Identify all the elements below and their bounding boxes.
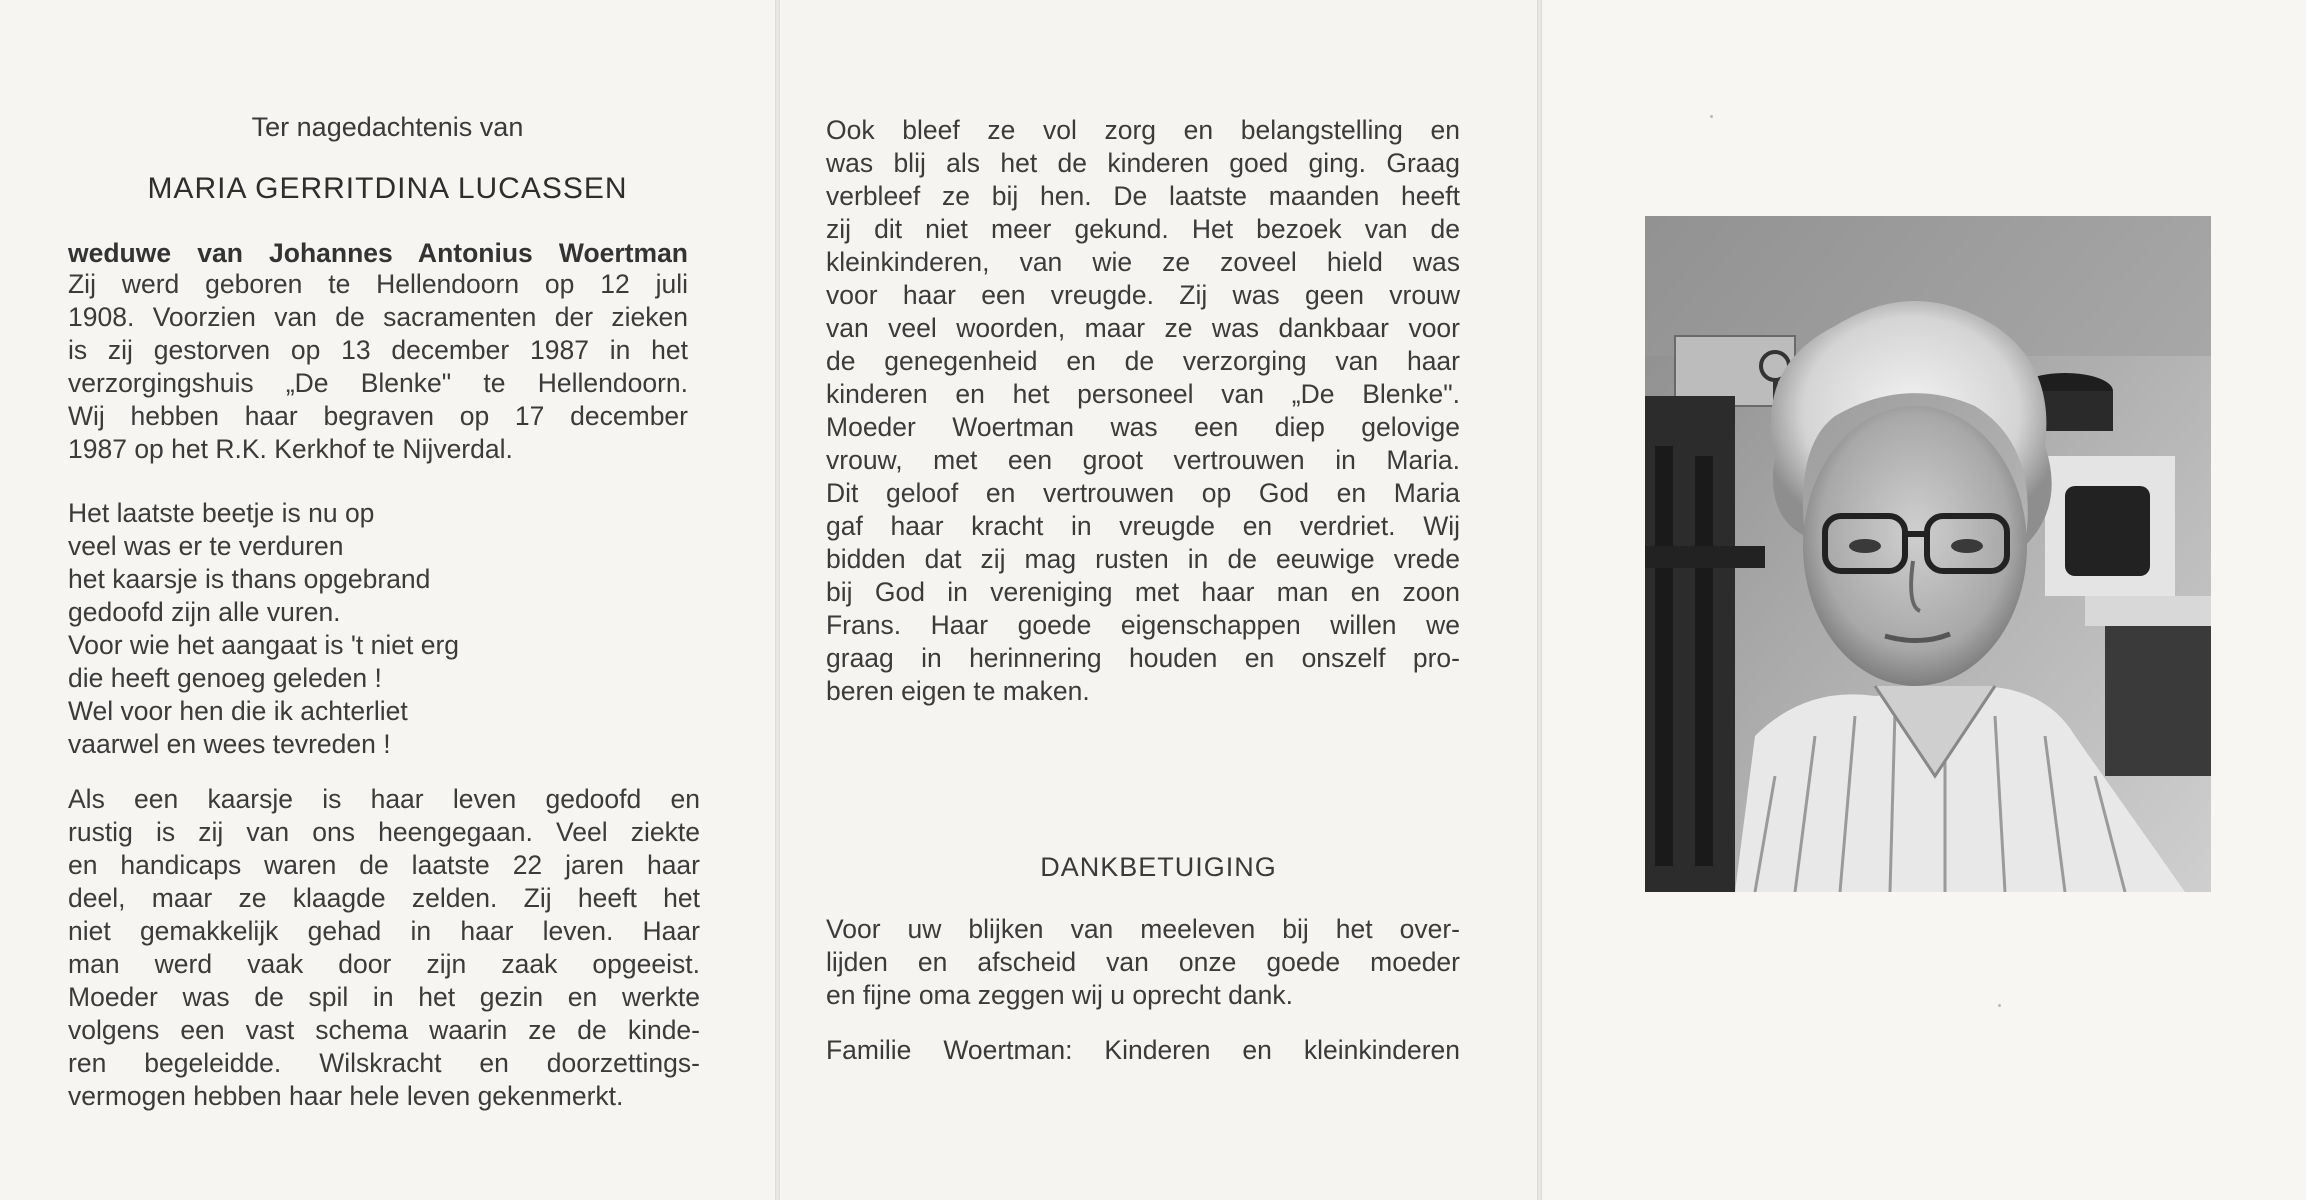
poem-line: Wel voor hen die ik achterliet bbox=[68, 696, 408, 726]
tribute-text-line: Frans. Haar goede eigenschappen willen we bbox=[826, 610, 1460, 640]
tribute-text-line: voor haar een vreugde. Zij was geen vrouw bbox=[826, 280, 1460, 310]
life-text-line: Als een kaarsje is haar leven gedoofd en bbox=[68, 784, 700, 814]
fold-line-left bbox=[775, 0, 780, 1200]
poem-line: vaarwel en wees tevreden ! bbox=[68, 729, 391, 759]
biography-text bbox=[68, 268, 688, 466]
thanks-text-line: en fijne oma zeggen wij u oprecht dank. bbox=[826, 980, 1293, 1010]
tribute-text-line: Ook bleef ze vol zorg en belangstelling en bbox=[826, 115, 1460, 145]
life-text-line: ren begeleidde. Wilskracht en doorzettings- bbox=[68, 1048, 700, 1078]
biography-line: 1987 op het R.K. Kerkhof te Nijverdal. bbox=[68, 434, 513, 464]
biography-line: 1908. Voorzien van de sacramenten der zieken bbox=[68, 302, 688, 332]
poem-line: Het laatste beetje is nu op bbox=[68, 498, 375, 528]
biography-line: Wij hebben haar begraven op 17 december bbox=[68, 401, 688, 431]
portrait-image bbox=[1645, 216, 2211, 892]
memorial-poem bbox=[68, 497, 688, 761]
life-text-line: deel, maar ze klaagde zelden. Zij heeft het bbox=[68, 883, 700, 913]
poem-line: gedoofd zijn alle vuren. bbox=[68, 597, 341, 627]
biography-line: Zij werd geboren te Hellendoorn op 12 juli bbox=[68, 269, 688, 299]
life-text-line: en handicaps waren de laatste 22 jaren haar bbox=[68, 850, 700, 880]
paper-speck bbox=[1710, 115, 1713, 118]
life-text-line: man werd vaak door zijn zaak opgeeist. bbox=[68, 949, 700, 979]
paper-speck bbox=[1998, 1004, 2001, 1007]
life-text-line: niet gemakkelijk gehad in haar leven. Haar bbox=[68, 916, 700, 946]
poem-line: veel was er te verduren bbox=[68, 531, 344, 561]
thanks-heading: DANKBETUIGING bbox=[1040, 852, 1277, 882]
life-text-line: volgens een vast schema waarin ze de kinde- bbox=[68, 1015, 700, 1045]
tribute-text-line: vrouw, met een groot vertrouwen in Maria. bbox=[826, 445, 1460, 475]
tribute-text-line: beren eigen te maken. bbox=[826, 676, 1090, 706]
thanks-text-line: Voor uw blijken van meeleven bij het over- bbox=[826, 914, 1460, 944]
memorial-heading: Ter nagedachtenis van bbox=[251, 112, 524, 142]
biography-line: verzorgingshuis „De Blenke" te Hellendoorn. bbox=[68, 368, 688, 398]
tribute-text-line: bidden dat zij mag rusten in de eeuwige vrede bbox=[826, 544, 1460, 574]
poem-line: het kaarsje is thans opgebrand bbox=[68, 564, 431, 594]
life-text-line: vermogen hebben haar hele leven gekenmerkt. bbox=[68, 1081, 624, 1111]
tribute-text-line: gaf haar kracht in vreugde en verdriet. Wij bbox=[826, 511, 1460, 541]
deceased-name: MARIA GERRITDINA LUCASSEN bbox=[147, 172, 628, 205]
poem-line: Voor wie het aangaat is 't niet erg bbox=[68, 630, 460, 660]
life-description-text bbox=[68, 783, 700, 1113]
tribute-text-line: graag in herinnering houden en onszelf pro- bbox=[826, 643, 1460, 673]
life-text-line: rustig is zij van ons heengegaan. Veel ziekte bbox=[68, 817, 700, 847]
tribute-text-line: de genegenheid en de verzorging van haar bbox=[826, 346, 1460, 376]
thanks-text bbox=[826, 913, 1460, 1012]
fold-line-right bbox=[1537, 0, 1542, 1200]
tribute-text-line: was blij als het de kinderen goed ging. Graag bbox=[826, 148, 1460, 178]
tribute-text-line: kleinkinderen, van wie ze zoveel hield was bbox=[826, 247, 1460, 277]
portrait-photo bbox=[1645, 216, 2211, 892]
tribute-text-line: zij dit niet meer gekund. Het bezoek van de bbox=[826, 214, 1460, 244]
tribute-text-line: Moeder Woertman was een diep gelovige bbox=[826, 412, 1460, 442]
biography-line: is zij gestorven op 13 december 1987 in het bbox=[68, 335, 688, 365]
tribute-text-line: Dit geloof en vertrouwen op God en Maria bbox=[826, 478, 1460, 508]
tribute-text bbox=[826, 114, 1460, 708]
widow-line: weduwe van Johannes Antonius Woertman bbox=[68, 238, 688, 268]
thanks-text-line: lijden en afscheid van onze goede moeder bbox=[826, 947, 1460, 977]
family-signature: Familie Woertman: Kinderen en kleinkinderen bbox=[826, 1035, 1460, 1065]
tribute-text-line: verbleef ze bij hen. De laatste maanden heeft bbox=[826, 181, 1460, 211]
tribute-text-line: bij God in vereniging met haar man en zoon bbox=[826, 577, 1460, 607]
tribute-text-line: van veel woorden, maar ze was dankbaar voor bbox=[826, 313, 1460, 343]
life-text-line: Moeder was de spil in het gezin en werkte bbox=[68, 982, 700, 1012]
poem-line: die heeft genoeg geleden ! bbox=[68, 663, 382, 693]
tribute-text-line: kinderen en het personeel van „De Blenke". bbox=[826, 379, 1460, 409]
